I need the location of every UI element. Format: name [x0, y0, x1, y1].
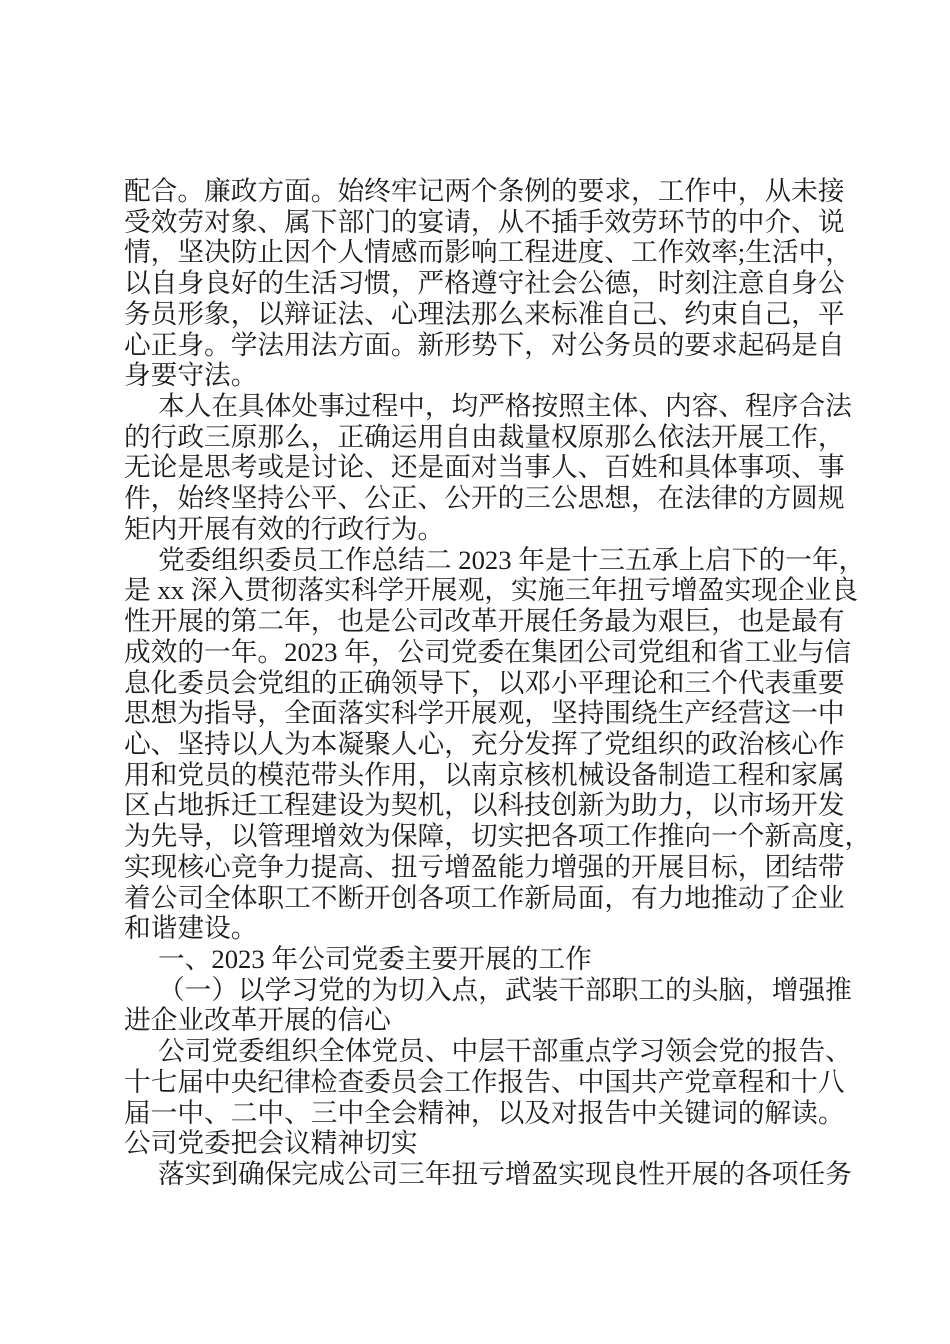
- text-line: 公司党委组织全体党员、中层干部重点学习领会党的报告、: [158, 1036, 852, 1067]
- text-line: 身要守法。: [124, 360, 258, 391]
- text-line: 本人在具体处事过程中，均严格按照主体、内容、程序合法: [158, 391, 852, 422]
- text-line: 是 xx 深入贯彻落实科学开展观，实施三年扭亏增盈实现企业良: [124, 575, 858, 606]
- text-line: 进企业改革开展的信心: [124, 1005, 391, 1036]
- text-line: 性开展的第二年，也是公司改革开展任务最为艰巨，也是最有: [124, 606, 845, 637]
- text-line: 心、坚持以人为本凝聚人心，充分发挥了党组织的政治核心作: [124, 728, 845, 759]
- text-line: 公司党委把会议精神切实: [124, 1128, 418, 1159]
- text-line: 党委组织委员工作总结二 2023 年是十三五承上启下的一年，: [158, 544, 866, 575]
- document-text-block: [124, 176, 872, 1190]
- text-line: 情，坚决防止因个人情感而影响工程进度、工作效率;生活中，: [124, 237, 852, 268]
- text-line: 件，始终坚持公平、公正、公开的三公思想，在法律的方圆规: [124, 483, 845, 514]
- text-line: 成效的一年。2023 年，公司党委在集团公司党组和省工业与信: [124, 636, 852, 667]
- text-line: 矩内开展有效的行政行为。: [124, 513, 445, 544]
- text-line: 配合。廉政方面。始终牢记两个条例的要求，工作中，从未接: [124, 176, 845, 206]
- text-line: 为先导，以管理增效为保障，切实把各项工作推向一个新高度，: [124, 821, 872, 852]
- text-line: 十七届中央纪律检查委员会工作报告、中国共产党章程和十八: [124, 1066, 845, 1097]
- text-line: （一）以学习党的为切入点，武装干部职工的头脑，增强推: [158, 974, 852, 1005]
- text-line: 以自身良好的生活习惯，严格遵守社会公德，时刻注意自身公: [124, 268, 845, 299]
- text-line: 无论是思考或是讨论、还是面对当事人、百姓和具体事项、事: [124, 452, 845, 483]
- text-line: 的行政三原那么，正确运用自由裁量权原那么依法开展工作，: [124, 421, 845, 452]
- text-line: 和谐建设。: [124, 913, 258, 944]
- text-line: 心正身。学法用法方面。新形势下，对公务员的要求起码是自: [124, 329, 845, 360]
- text-line: 息化委员会党组的正确领导下，以邓小平理论和三个代表重要: [124, 667, 845, 698]
- text-line: 受效劳对象、属下部门的宴请，从不插手效劳环节的中介、说: [124, 206, 845, 237]
- text-line: 落实到确保完成公司三年扭亏增盈实现良性开展的各项任务: [158, 1159, 852, 1189]
- text-line: 一、2023 年公司党委主要开展的工作: [158, 943, 592, 974]
- text-line: 着公司全体职工不断开创各项工作新局面，有力地推动了企业: [124, 882, 845, 913]
- text-line: 区占地拆迁工程建设为契机，以科技创新为助力，以市场开发: [124, 790, 845, 821]
- text-line: 用和党员的模范带头作用，以南京核机械设备制造工程和家属: [124, 759, 845, 790]
- text-line: 届一中、二中、三中全会精神，以及对报告中关键词的解读。: [124, 1097, 845, 1128]
- text-line: 务员形象，以辩证法、心理法那么来标准自己、约束自己，平: [124, 298, 845, 329]
- text-line: 思想为指导，全面落实科学开展观，坚持围绕生产经营这一中: [124, 698, 845, 729]
- text-line: 实现核心竞争力提高、扭亏增盈能力增强的开展目标，团结带: [124, 851, 845, 882]
